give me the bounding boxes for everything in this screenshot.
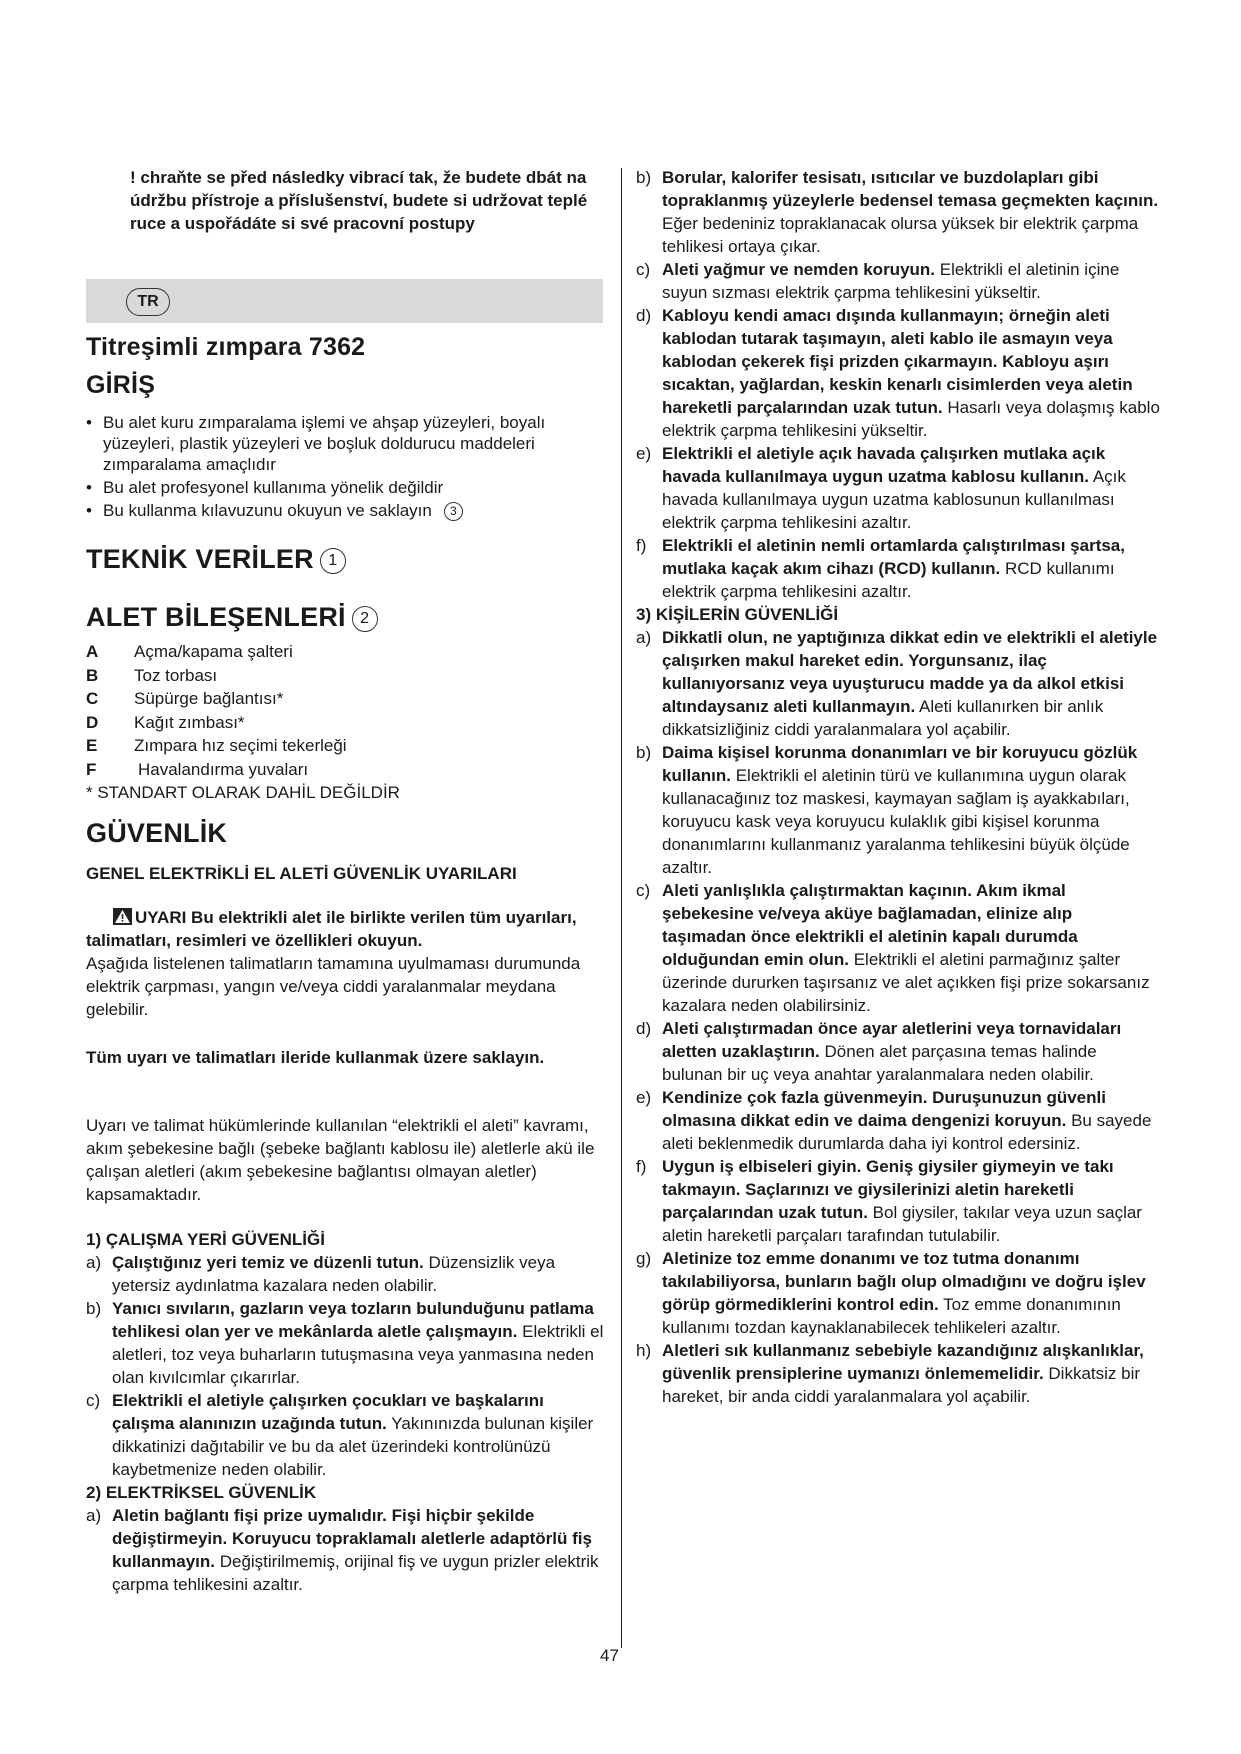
figure-ref-2: 2: [352, 606, 378, 632]
guvenlik-subheading: GENEL ELEKTRİKLİ EL ALETİ GÜVENLİK UYARILARI: [86, 864, 517, 883]
bullet-item: • Bu kullanma kılavuzunu okuyun ve saklayın 3: [86, 500, 606, 521]
czech-note: ! chraňte se před následky vibrací tak, že budete dbát na údržbu přístroje a příslušenství, budete si udržovat teplé ruce a uspořádáte si své pracovní postupy: [130, 168, 588, 233]
warning-bold: UYARI Bu elektrikli alet ile birlikte verilen tüm uyarıları, talimatları, resimleri ve özellikleri okuyun.: [86, 908, 577, 950]
section-2-title: 2) ELEKTRİKSEL GÜVENLİK: [86, 1483, 317, 1502]
page-title: Titreşimli zımpara 7362: [86, 333, 366, 361]
bullet-item: • Bu alet profesyonel kullanıma yönelik değildir: [86, 477, 606, 498]
list-item: b) Yanıcı sıvıların, gazların veya tozların bulunduğunu patlama tehlikesi olan yer ve mekânlarda aletle çalışmayın. Elektrikli el aletleri, toz veya buharların tutuşmasına veya yanmasına neden olan kıvılcımlar çıkarırlar.: [86, 1299, 604, 1387]
component-row: D Kağıt zımbası*: [86, 712, 245, 732]
page-number: 47: [600, 1646, 619, 1665]
list-item: b) Daima kişisel korunma donanımları ve bir koruyucu gözlük kullanın. Elektrikli el aletinin türü ve kullanımına uygun olarak kullanacağınız toz maskesi, kaymayan sağlam iş ayakkabıları, koruyucu kask veya koruyucu kulaklık gibi kişisel korunma donanımlarını kullanmanız yaralanma tehlikesini büyük ölçüde azaltır.: [636, 743, 1138, 877]
component-note: * STANDART OLARAK DAHİL DEĞİLDİR: [86, 783, 400, 802]
list-item: a) Çalıştığınız yeri temiz ve düzenli tutun. Düzensizlik veya yetersiz aydınlatma kazalara neden olabilir.: [86, 1253, 556, 1295]
list-item: a) Aletin bağlantı fişi prize uymalıdır. Fişi hiçbir şekilde değiştirmeyin. Koruyucu topraklamalı aletlerle adaptörlü fiş kullanmayın. Değiştirilmemiş, orijinal fiş ve uygun prizler elektrik çarpma tehlikesini azaltır.: [86, 1506, 599, 1594]
list-item: b) Borular, kalorifer tesisatı, ısıtıcılar ve buzdolapları gibi topraklanmış yüzeylerle bedensel temasa geçmekten kaçının. Eğer bedeniniz topraklanacak olursa yüksek bir elektrik çarpma tehlikesi ortaya çıkar.: [636, 168, 1159, 256]
list-item: d) Kabloyu kendi amacı dışında kullanmayın; örneğin aleti kablodan tutarak taşımayın, aleti kablo ile asmayın veya kablodan çekerek fişi prizden çıkarmayın. Kabloyu aşırı sıcaktan, yağlardan, keskin kenarlı cisimlerden veya aletin hareketli parçalarından uzak tutun. Hasarlı veya dolaşmış kablo elektrik çarpma tehlikesini yükseltir.: [636, 306, 1160, 440]
list-item: e) Elektrikli el aletiyle açık havada çalışırken mutlaka açık havada kullanılmaya uygun uzatma kablosu kullanın. Açık havada kullanılmaya uygun uzatma kablosunun kullanılması elektrik çarpma tehlikesini azaltır.: [636, 444, 1126, 532]
list-item: a) Dikkatli olun, ne yaptığınıza dikkat edin ve elektrikli el aletiyle çalışırken makul hareket edin. Yorgunsanız, ilaç kullanıyorsanız veya uyuşturucu madde ya da alkol etkisi altındaysanız aleti kullanmayın. Aleti kullanırken bir anlık dikkatsizliğiniz ciddi yaralanmalara yol açabilir.: [636, 628, 1158, 739]
giris-heading: GİRİŞ: [86, 371, 156, 399]
teknik-heading: TEKNİK VERİLER 1: [86, 544, 346, 575]
term-definition: Uyarı ve talimat hükümlerinde kullanılan “elektrikli el aleti” kavramı, akım şebekesine bağlı (şebeke bağlantı kablosu ile) aletlerle akü ile çalışan aletleri (akım şebekesine bağlantısı olmayan aletler) kapsamaktadır.: [86, 1116, 595, 1204]
bullet-item: • Bu alet kuru zımparalama işlemi ve ahşap yüzeyleri, boyalı yüzeyleri, plastik yüzeyleri ve boşluk doldurucu maddeleri zımparalama amaçlıdır: [86, 412, 606, 475]
bilesen-heading: ALET BİLEŞENLERİ 2: [86, 602, 378, 633]
component-row: E Zımpara hız seçimi tekerleği: [86, 736, 347, 755]
list-item: d) Aleti çalıştırmadan önce ayar aletlerini veya tornavidaları aletten uzaklaştırın. Dönen alet parçasına temas halinde bulunan bir uç veya anahtar yaralanmalara neden olabilir.: [636, 1019, 1122, 1084]
list-item: f) Uygun iş elbiseleri giyin. Geniş giysiler giymeyin ve takı takmayın. Saçlarınızı ve giysilerinizi aletin hareketli parçalarından uzak tutun. Bol giysiler, takılar veya uzun saçlar aletin hareketli parçaları tarafından tutulabilir.: [636, 1157, 1142, 1245]
list-item: c) Aleti yanlışlıkla çalıştırmaktan kaçının. Akım ikmal şebekesine ve/veya aküye bağlamadan, elinize alıp taşımadan önce elektrikli el aletinin kapalı durumda olduğundan emin olun. Elektrikli el aletini parmağınız şalter üzerinde dururken taşırsanız ve alet açıkken fişi prize sokarsanız kazalara neden olabilirsiniz.: [636, 881, 1150, 1015]
warning-text: Aşağıda listelenen talimatların tamamına uyulmaması durumunda elektrik çarpması, yangın ve/veya ciddi yaralanmalar meydana gelebilir.: [86, 954, 581, 1019]
language-badge: TR: [126, 288, 170, 316]
list-item: c) Aleti yağmur ve nemden koruyun. Elektrikli el aletinin içine suyun sızması elektrik çarpma tehlikesini yükseltir.: [636, 260, 1120, 302]
guvenlik-heading: GÜVENLİK: [86, 818, 228, 848]
keep-instructions: Tüm uyarı ve talimatları ileride kullanmak üzere saklayın.: [86, 1048, 545, 1067]
column-divider: [621, 168, 622, 1648]
list-item: f) Elektrikli el aletinin nemli ortamlarda çalıştırılması şartsa, mutlaka kaçak akım cihazı (RCD) kullanın. RCD kullanımı elektrik çarpma tehlikesini azaltır.: [636, 536, 1125, 601]
component-list: [86, 640, 606, 805]
warning-block: [86, 906, 606, 1021]
giris-bullets: [86, 412, 606, 521]
list-item: c) Elektrikli el aletiyle çalışırken çocukları ve başkalarını çalışma alanınızın uzağında tutun. Yakınınızda bulunan kişiler dikkatinizi dağıtabilir ve bu da alet üzerindeki kontrolünüzü kaybetmenize neden olabilir.: [86, 1391, 594, 1479]
figure-ref-3: 3: [444, 502, 463, 521]
section-1: [86, 1228, 606, 1596]
section-1-title: 1) ÇALIŞMA YERİ GÜVENLİĞİ: [86, 1230, 325, 1249]
component-row: C Süpürge bağlantısı*: [86, 689, 284, 708]
section-3-title: 3) KİŞİLERİN GÜVENLİĞİ: [636, 605, 839, 624]
right-column: [636, 166, 1160, 1408]
component-row: B Toz torbası: [86, 665, 218, 685]
component-row: A Açma/kapama şalteri: [86, 642, 293, 661]
list-item: h) Aletleri sık kullanmanız sebebiyle kazandığınız alışkanlıklar, güvenlik prensiplerine uymanızı önlememelidir. Dikkatsiz bir hareket, bir anda ciddi yaralanmalara yol açabilir.: [636, 1341, 1144, 1406]
warning-icon: [113, 908, 132, 925]
figure-ref-1: 1: [320, 548, 346, 574]
list-item: e) Kendinize çok fazla güvenmeyin. Duruşunuzun güvenli olmasına dikkat edin ve daima dengenizi koruyun. Bu sayede aleti beklenmedik durumlarda daha iyi kontrol edersiniz.: [636, 1088, 1152, 1153]
language-bar: [86, 279, 603, 323]
component-row: F Havalandırma yuvaları: [86, 759, 309, 779]
list-item: g) Aletinize toz emme donanımı ve toz tutma donanımı takılabiliyorsa, bunların bağlı olup olmadığını ve doğru işlev görüp görmediklerini kontrol edin. Toz emme donanımının kullanımı tozdan kaynaklanabilecek tehlikeleri azaltır.: [636, 1249, 1146, 1337]
